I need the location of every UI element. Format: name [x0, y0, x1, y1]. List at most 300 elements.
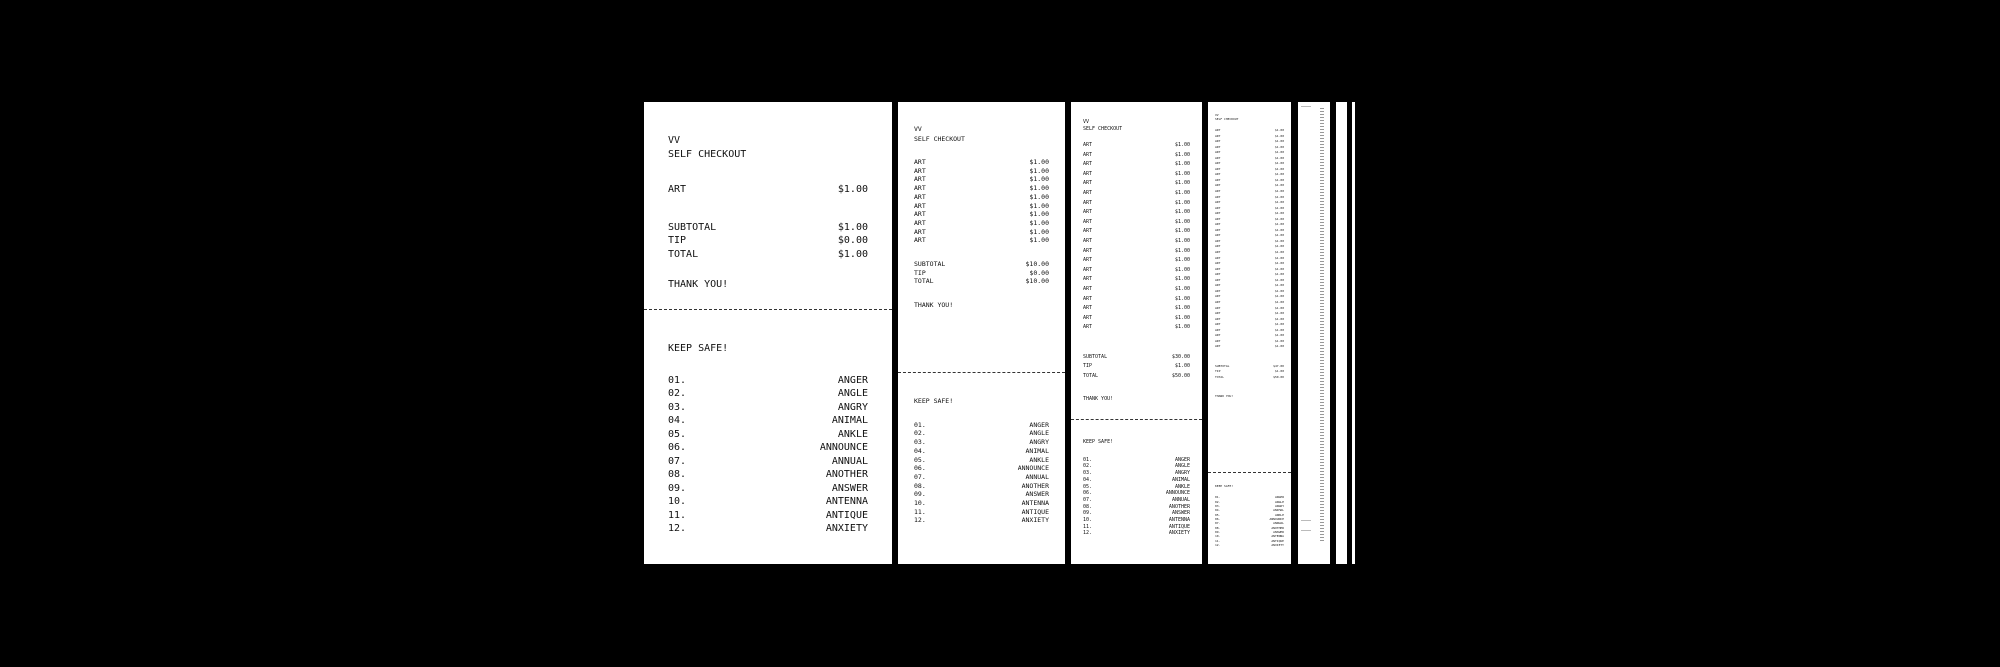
word-row	[1083, 517, 1190, 524]
total-row	[668, 248, 868, 262]
item-price: $1.00	[1274, 244, 1284, 249]
tip-label: TIP	[668, 235, 687, 246]
item-price: $1.00	[1029, 158, 1049, 166]
item-price: $1.00	[1274, 139, 1284, 144]
item-price: $1.00	[1274, 266, 1284, 271]
item-row	[1083, 304, 1190, 314]
word-text: ANKLE	[1029, 455, 1049, 464]
receipt-3	[1071, 102, 1202, 564]
brand-label: VV	[1215, 113, 1219, 117]
tip-label: TIP	[1083, 363, 1093, 370]
word-text: ANSWER	[831, 482, 868, 494]
item-row	[914, 184, 1049, 193]
word-number: 02.	[668, 388, 687, 399]
item-price: $1.00	[1174, 266, 1190, 273]
item-price: $1.00	[1174, 189, 1190, 196]
item-price: $1.00	[1274, 294, 1284, 299]
item-list	[668, 183, 868, 197]
word-number: 12.	[668, 523, 687, 534]
subtotal-row	[914, 260, 1049, 269]
word-row	[1083, 497, 1190, 504]
item-column-pattern	[1320, 108, 1324, 542]
word-row	[914, 516, 1049, 525]
item-price: $1.00	[1174, 276, 1190, 283]
item-price: $1.00	[1174, 324, 1190, 331]
item-row	[914, 158, 1049, 167]
word-row	[668, 387, 868, 401]
word-row	[668, 401, 868, 415]
subtotal-value: $30.00	[1171, 353, 1190, 360]
item-price: $1.00	[1274, 194, 1284, 199]
item-price: $1.00	[1174, 305, 1190, 312]
item-price: $1.00	[1174, 237, 1190, 244]
tip-row	[668, 234, 868, 248]
word-number: 06.	[668, 442, 687, 453]
word-list	[1215, 495, 1284, 547]
word-number: 06.	[914, 464, 926, 473]
word-text: ANTIQUE	[1271, 538, 1284, 543]
item-name: ART	[1215, 344, 1221, 349]
item-row	[668, 183, 868, 197]
item-name: ART	[914, 158, 926, 166]
item-price: $1.00	[1029, 236, 1049, 245]
item-name: ART	[1215, 177, 1221, 182]
word-text: ANXIETY	[1168, 530, 1190, 537]
word-row	[1083, 470, 1190, 477]
word-text: ANGRY	[837, 401, 868, 413]
item-name: ART	[1215, 227, 1221, 232]
item-name: ART	[1083, 218, 1093, 225]
word-row	[1083, 457, 1190, 464]
item-price: $1.00	[1274, 200, 1284, 205]
word-text: ANGER	[1174, 456, 1190, 463]
word-row	[914, 429, 1049, 438]
receipt-header	[914, 124, 1049, 144]
item-name: ART	[1083, 257, 1093, 264]
item-name: ART	[914, 210, 926, 219]
word-list	[1083, 457, 1190, 537]
receipt-2	[898, 102, 1065, 564]
item-name: ART	[1083, 151, 1093, 158]
word-number: 08.	[668, 469, 687, 480]
item-price: $1.00	[1274, 150, 1284, 155]
subtotal-label: SUBTOTAL	[914, 260, 946, 269]
receipt-upper	[644, 134, 892, 292]
subtotal-value: $47.00	[1273, 363, 1284, 368]
item-name: ART	[1215, 272, 1221, 277]
word-text: ANNOUNCE	[1017, 464, 1049, 473]
word-text: ANXIETY	[825, 523, 868, 534]
tear-line	[644, 309, 892, 310]
total-label: TOTAL	[1083, 373, 1099, 380]
word-text: ANGRY	[1274, 504, 1284, 509]
tip-value: $1.00	[1174, 363, 1190, 370]
word-number: 09.	[668, 482, 687, 494]
word-row	[668, 495, 868, 509]
word-text: ANOTHER	[1271, 525, 1284, 530]
item-name: ART	[1083, 305, 1093, 312]
tear-line	[1071, 419, 1202, 420]
item-row	[1083, 285, 1190, 295]
item-price: $1.00	[1274, 144, 1284, 149]
word-text: ANTENNA	[1021, 499, 1049, 508]
word-text: ANOTHER	[1021, 481, 1049, 490]
item-name: ART	[914, 236, 926, 245]
total-value: $1.00	[837, 248, 868, 260]
item-price: $1.00	[1274, 238, 1284, 243]
total-label: TOTAL	[914, 277, 934, 286]
item-name: ART	[668, 184, 687, 195]
item-name: ART	[1215, 311, 1221, 316]
item-name: ART	[1083, 237, 1093, 244]
item-price: $1.00	[1274, 288, 1284, 293]
word-number: 03.	[1215, 504, 1221, 509]
word-text: ANGLE	[837, 388, 868, 399]
word-number: 02.	[1083, 463, 1093, 470]
item-row	[1083, 323, 1190, 333]
item-row	[914, 236, 1049, 245]
brand-label: VV	[668, 135, 681, 146]
word-number: 01.	[668, 374, 687, 386]
word-number: 11.	[1083, 523, 1093, 530]
item-price: $1.00	[1174, 257, 1190, 264]
item-name: ART	[1215, 322, 1221, 327]
word-row	[668, 509, 868, 523]
word-number: 12.	[1083, 530, 1093, 537]
item-price: $1.00	[1274, 211, 1284, 216]
item-name: ART	[1215, 189, 1221, 194]
item-list	[914, 158, 1049, 245]
item-price: $1.00	[1274, 250, 1284, 255]
item-price: $1.00	[1274, 155, 1284, 160]
item-name: ART	[1215, 283, 1221, 288]
word-text: ANNUAL	[1025, 472, 1049, 481]
word-number: 05.	[1083, 483, 1093, 490]
item-price: $1.00	[1029, 184, 1049, 193]
item-price: $1.00	[1274, 316, 1284, 321]
item-price: $1.00	[1174, 247, 1190, 254]
item-name: ART	[1215, 333, 1221, 338]
word-text: ANOTHER	[1168, 503, 1190, 510]
item-price: $1.00	[1174, 285, 1190, 292]
word-number: 06.	[1083, 490, 1093, 497]
word-text: ANTIQUE	[1021, 507, 1049, 516]
word-text: ANOTHER	[825, 469, 868, 480]
word-row	[668, 522, 868, 536]
item-name: ART	[914, 218, 926, 227]
tip-row	[914, 269, 1049, 278]
item-name: ART	[1215, 327, 1221, 332]
total-row	[1083, 372, 1190, 382]
item-price: $1.00	[1029, 192, 1049, 201]
word-row	[914, 473, 1049, 482]
word-text: ANGLE	[1029, 429, 1049, 438]
receipt-lower	[1208, 484, 1291, 547]
word-number: 05.	[914, 455, 926, 464]
word-text: ANGLE	[1274, 499, 1284, 504]
item-price: $1.00	[1274, 222, 1284, 227]
item-price: $1.00	[1174, 314, 1190, 321]
word-text: ANIMAL	[1171, 476, 1190, 483]
totals-mark	[1301, 530, 1311, 531]
item-price: $1.00	[1274, 177, 1284, 182]
item-name: ART	[1083, 314, 1093, 321]
item-price: $1.00	[1274, 327, 1284, 332]
word-number: 04.	[1083, 476, 1093, 483]
word-number: 08.	[1215, 525, 1221, 530]
word-row	[1083, 530, 1190, 537]
receipt-upper	[1071, 119, 1202, 404]
item-row	[1083, 160, 1190, 170]
word-number: 11.	[914, 507, 926, 516]
item-name: ART	[914, 201, 926, 210]
word-number: 04.	[914, 446, 926, 455]
tip-row	[1083, 362, 1190, 372]
word-number: 10.	[668, 496, 687, 507]
item-name: ART	[1215, 294, 1221, 299]
item-name: ART	[1083, 199, 1093, 206]
word-text: ANTIQUE	[825, 509, 868, 521]
item-row	[914, 219, 1049, 228]
item-list	[1083, 141, 1190, 333]
total-label: TOTAL	[1215, 374, 1225, 379]
word-row	[1083, 463, 1190, 470]
word-number: 05.	[1215, 512, 1221, 517]
word-number: 02.	[914, 429, 926, 438]
checkout-title: SELF CHECKOUT	[668, 148, 747, 160]
item-row	[1083, 247, 1190, 257]
word-row	[914, 482, 1049, 491]
word-number: 10.	[1215, 534, 1221, 539]
item-name: ART	[1083, 285, 1093, 292]
item-name: ART	[914, 227, 926, 236]
item-name: ART	[1083, 180, 1093, 187]
total-label: TOTAL	[668, 248, 699, 260]
item-row	[1083, 256, 1190, 266]
item-name: ART	[1215, 150, 1221, 155]
item-price: $1.00	[1029, 210, 1049, 219]
item-name: ART	[1215, 250, 1221, 255]
receipt-header	[1083, 119, 1190, 133]
item-price: $1.00	[1174, 142, 1190, 148]
item-name: ART	[1083, 228, 1093, 235]
word-number: 10.	[914, 499, 926, 508]
item-price: $1.00	[1274, 128, 1284, 132]
word-row	[668, 428, 868, 442]
item-price: $1.00	[1274, 216, 1284, 221]
item-name: ART	[1083, 324, 1093, 331]
word-text: ANTENNA	[1168, 517, 1190, 524]
item-row	[914, 175, 1049, 184]
item-name: ART	[1215, 305, 1221, 310]
header-mark	[1301, 106, 1311, 107]
receipt-lower	[898, 397, 1065, 525]
item-name: ART	[1083, 142, 1093, 148]
word-list	[668, 374, 868, 536]
item-name: ART	[1215, 155, 1221, 160]
thank-you: THANK YOU!	[1215, 393, 1234, 398]
word-row	[668, 455, 868, 469]
word-list	[914, 421, 1049, 525]
word-row	[1083, 504, 1190, 511]
word-text: ANXIETY	[1271, 543, 1284, 548]
item-price: $1.00	[1274, 172, 1284, 177]
receipt-1	[644, 102, 892, 564]
item-name: ART	[1215, 299, 1221, 304]
word-text: ANTENNA	[1271, 534, 1284, 539]
word-row	[1083, 490, 1190, 497]
item-name: ART	[914, 166, 926, 175]
item-name: ART	[1215, 244, 1221, 249]
subtotal-label: SUBTOTAL	[1215, 363, 1230, 368]
item-list	[1215, 128, 1284, 350]
receipt-lower	[644, 342, 892, 536]
receipt-4	[1208, 102, 1291, 564]
item-price: $1.00	[1174, 180, 1190, 187]
item-name: ART	[914, 192, 926, 201]
subtotal-label: SUBTOTAL	[1083, 353, 1108, 360]
item-price: $1.00	[1174, 161, 1190, 168]
word-row	[914, 438, 1049, 447]
word-text: ANGER	[1029, 420, 1049, 429]
keep-safe-heading: KEEP SAFE!	[1215, 484, 1234, 488]
word-row	[914, 508, 1049, 517]
word-text: ANSWER	[1171, 510, 1190, 517]
item-row	[1083, 179, 1190, 189]
subtotal-value: $10.00	[1025, 260, 1049, 269]
item-price: $1.00	[1274, 133, 1284, 138]
item-name: ART	[1083, 247, 1093, 254]
thank-you: THANK YOU!	[1083, 395, 1114, 402]
item-price: $1.00	[1274, 166, 1284, 171]
item-price: $1.00	[1274, 333, 1284, 338]
receipt-upper	[1208, 113, 1291, 399]
item-row	[1083, 295, 1190, 305]
item-price: $1.00	[1274, 161, 1284, 166]
word-text: ANGRY	[1174, 470, 1190, 477]
receipt-upper	[898, 124, 1065, 310]
item-name: ART	[1083, 266, 1093, 273]
word-text: ANNUAL	[1171, 496, 1190, 503]
item-name: ART	[914, 175, 926, 184]
item-price: $1.00	[837, 184, 868, 195]
item-price: $1.00	[1174, 170, 1190, 177]
checkout-title: SELF CHECKOUT	[1215, 117, 1239, 121]
receipt-5	[1298, 102, 1330, 564]
item-name: ART	[1215, 266, 1221, 271]
item-name: ART	[1215, 238, 1221, 243]
item-name: ART	[1215, 211, 1221, 216]
receipt-lower	[1071, 439, 1202, 537]
word-number: 02.	[1215, 499, 1221, 504]
totals-mark	[1301, 520, 1311, 521]
total-row	[914, 277, 1049, 286]
subtotal-row	[668, 221, 868, 235]
receipt-6	[1336, 102, 1347, 564]
word-row	[1083, 484, 1190, 491]
subtotal-label: SUBTOTAL	[668, 221, 717, 233]
item-row	[1083, 275, 1190, 285]
item-price: $1.00	[1029, 218, 1049, 227]
word-number: 01.	[914, 420, 926, 429]
word-number: 09.	[1215, 530, 1221, 535]
word-text: ANGRY	[1029, 438, 1049, 447]
item-price: $1.00	[1274, 272, 1284, 277]
word-row	[914, 447, 1049, 456]
item-name: ART	[1215, 194, 1221, 199]
word-number: 03.	[914, 438, 926, 447]
item-name: ART	[1083, 295, 1093, 302]
item-price: $1.00	[1029, 175, 1049, 184]
item-price: $1.00	[1274, 283, 1284, 288]
word-text: ANTIQUE	[1168, 523, 1190, 530]
word-row	[914, 490, 1049, 499]
item-row	[1083, 237, 1190, 247]
word-number: 04.	[1215, 508, 1221, 513]
receipt-header	[668, 134, 868, 161]
word-number: 08.	[914, 481, 926, 490]
item-price: $1.00	[1274, 205, 1284, 210]
subtotal-row	[1083, 353, 1190, 363]
word-text: ANGER	[837, 374, 868, 386]
item-price: $1.00	[1174, 228, 1190, 235]
receipt-header	[1215, 113, 1284, 121]
thank-you: THANK YOU!	[914, 301, 954, 310]
item-row	[1083, 151, 1190, 161]
item-name: ART	[1215, 166, 1221, 171]
item-price: $1.00	[1174, 199, 1190, 206]
checkout-title: SELF CHECKOUT	[1083, 126, 1123, 132]
item-name: ART	[1215, 261, 1221, 266]
brand-label: VV	[1083, 119, 1090, 125]
item-price: $1.00	[1274, 344, 1284, 349]
word-number: 11.	[668, 509, 687, 521]
word-row	[668, 468, 868, 482]
item-row	[1083, 208, 1190, 218]
word-number: 11.	[1215, 538, 1221, 543]
word-number: 01.	[1083, 456, 1093, 463]
item-row	[1083, 170, 1190, 180]
item-name: ART	[1215, 216, 1221, 221]
word-text: ANIMAL	[831, 415, 868, 426]
word-text: ANXIETY	[1021, 516, 1049, 525]
word-text: ANSWER	[1273, 530, 1284, 535]
item-name: ART	[1215, 288, 1221, 293]
word-number: 09.	[1083, 510, 1093, 517]
tip-label: TIP	[1215, 369, 1221, 374]
item-name: ART	[1215, 200, 1221, 205]
tear-line	[1208, 472, 1291, 473]
item-row	[1083, 199, 1190, 209]
word-row	[668, 482, 868, 496]
brand-label: VV	[914, 125, 922, 133]
item-price: $1.00	[1029, 166, 1049, 175]
item-price: $1.00	[1274, 227, 1284, 232]
item-name: ART	[1215, 128, 1221, 132]
item-row	[914, 210, 1049, 219]
item-name: ART	[1215, 222, 1221, 227]
item-price: $1.00	[1274, 233, 1284, 238]
tip-value: $0.00	[1029, 268, 1049, 277]
item-price: $1.00	[1274, 299, 1284, 304]
item-name: ART	[1083, 189, 1093, 196]
keep-safe-heading: KEEP SAFE!	[668, 343, 729, 354]
item-name: ART	[1083, 170, 1093, 177]
word-number: 12.	[1215, 543, 1221, 548]
word-row	[914, 421, 1049, 430]
item-name: ART	[914, 184, 926, 193]
item-row	[1083, 189, 1190, 199]
